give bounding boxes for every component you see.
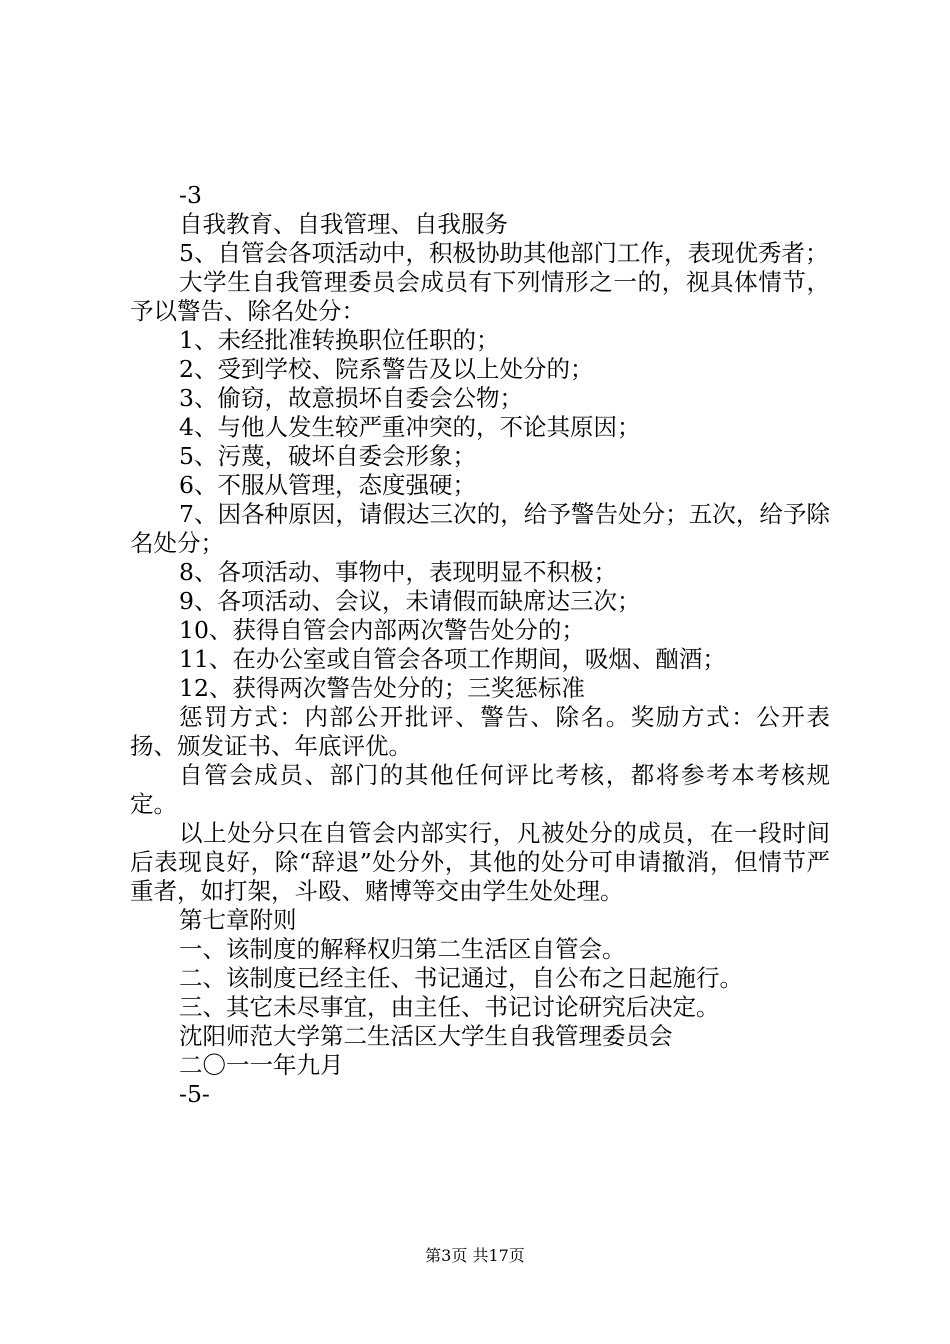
paragraph-methods: 惩罚方式：内部公开批评、警告、除名。奖励方式：公开表扬、颁发证书、年底评优。 [130, 703, 830, 760]
page-marker-bottom: -5- [179, 1080, 210, 1108]
penalty-item-8: 8、各项活动、事物中，表现明显不积极； [179, 558, 617, 586]
penalty-item-5: 5、污蔑，破坏自委会形象； [179, 442, 476, 470]
paragraph-revocation: 以上处分只在自管会内部实行，凡被处分的成员，在一段时间后表现良好，除“辞退”处分外，其他的处分可申请撤消，但情节严重者，如打架，斗殴、赌博等交由学生处处理。 [130, 819, 830, 905]
page-footer: 第3页 共17页 [425, 1246, 525, 1265]
appendix-item-3: 三、其它未尽事宜，由主任、书记讨论研究后决定。 [179, 993, 720, 1021]
penalty-item-7: 7、因各种原因，请假达三次的，给予警告处分；五次，给予除名处分； [130, 500, 830, 557]
paragraph-reward-item-5: 5、自管会各项活动中，积极协助其他部门工作，表现优秀者； [179, 239, 829, 267]
penalty-item-4: 4、与他人发生较严重冲突的，不论其原因； [179, 413, 641, 441]
paragraph-reference: 自管会成员、部门的其他任何评比考核，都将参考本考核规定。 [130, 761, 830, 818]
appendix-item-2: 二、该制度已经主任、书记通过，自公布之日起施行。 [179, 964, 743, 992]
penalty-item-9: 9、各项活动、会议，未请假而缺席达三次； [179, 587, 641, 615]
penalty-item-12: 12、获得两次警告处分的；三奖惩标准 [179, 674, 585, 702]
penalty-item-6: 6、不服从管理，态度强硬； [179, 471, 476, 499]
penalty-item-10: 10、获得自管会内部两次警告处分的； [179, 616, 585, 644]
issuer-name: 沈阳师范大学第二生活区大学生自我管理委员会 [179, 1022, 673, 1050]
paragraph-motto: 自我教育、自我管理、自我服务 [179, 210, 508, 238]
document-body [130, 181, 830, 1109]
appendix-item-1: 一、该制度的解释权归第二生活区自管会。 [179, 935, 626, 963]
penalty-item-2: 2、受到学校、院系警告及以上处分的； [179, 355, 594, 383]
penalty-item-1: 1、未经批准转换职位任职的； [179, 326, 500, 354]
penalty-item-3: 3、偷窃，故意损坏自委会公物； [179, 384, 523, 412]
chapter-heading: 第七章附则 [179, 906, 297, 934]
paragraph-penalty-intro: 大学生自我管理委员会成员有下列情形之一的，视具体情节，予以警告、除名处分： [130, 268, 830, 325]
issue-date: 二〇一一年九月 [179, 1051, 344, 1079]
penalty-item-11: 11、在办公室或自管会各项工作期间，吸烟、酗酒； [179, 645, 726, 673]
page-marker-top: -3 [179, 181, 202, 209]
